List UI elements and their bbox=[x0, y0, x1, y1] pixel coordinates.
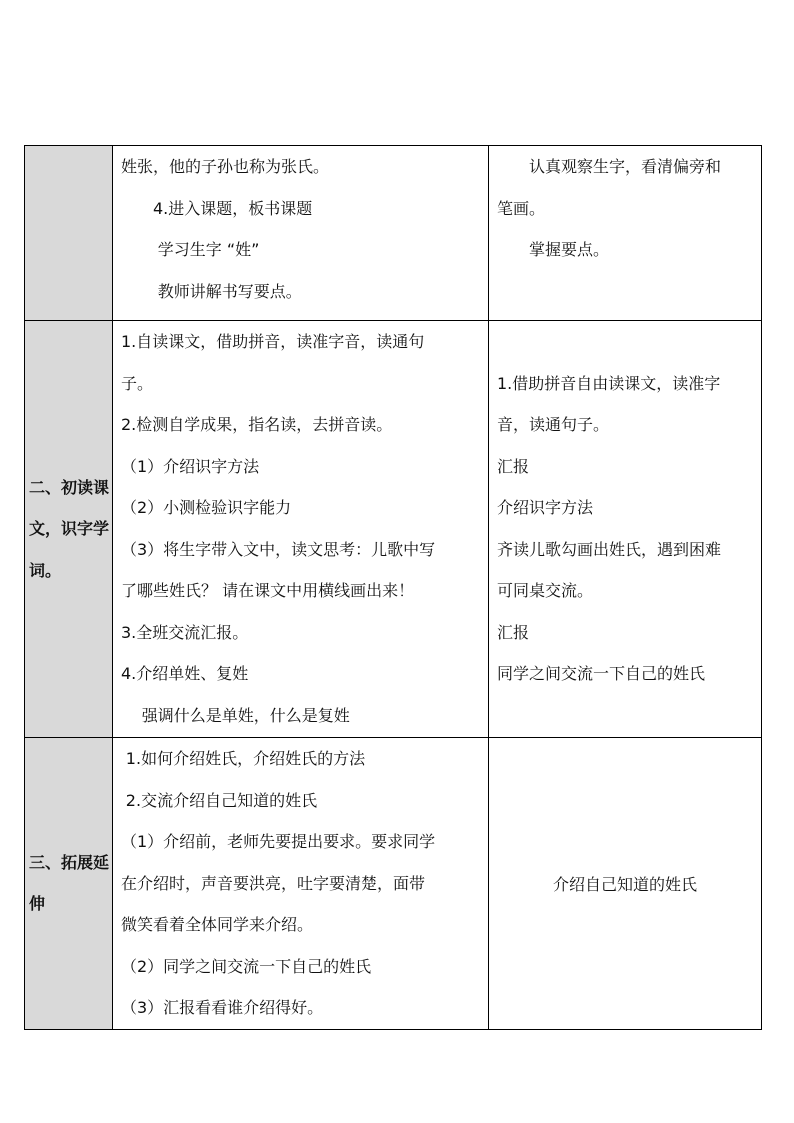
cell-line: 4.介绍单姓、复姓 bbox=[121, 664, 249, 683]
cell-line: 强调什么是单姓，什么是复姓 bbox=[141, 705, 350, 725]
student-activity-cell bbox=[489, 146, 762, 321]
cell-line: 音，读通句子。 bbox=[497, 415, 610, 434]
stage-cell: 二、初读课文，识字学词。 bbox=[25, 321, 113, 738]
cell-line: （3）汇报看看谁介绍得好。 bbox=[121, 998, 324, 1017]
cell-line: （3）将生字带入文中，读文思考：儿歌中写 bbox=[121, 539, 436, 559]
cell-line: 1.借助拼音自由读课文，读准字 bbox=[497, 373, 721, 393]
teacher-activity-cell bbox=[113, 146, 489, 321]
table-row bbox=[25, 321, 762, 738]
teacher-activity-cell bbox=[113, 738, 489, 1030]
teacher-activity-cell bbox=[113, 321, 489, 738]
cell-line: （1）介绍前，老师先要提出要求。要求同学 bbox=[121, 832, 436, 851]
lesson-plan-table bbox=[24, 145, 762, 1030]
cell-line: 认真观察生字，看清偏旁和 bbox=[529, 157, 722, 176]
stage-cell bbox=[25, 146, 113, 321]
cell-line: 微笑看着全体同学来介绍。 bbox=[121, 915, 314, 934]
cell-line: 可同桌交流。 bbox=[497, 581, 594, 600]
stage-cell: 三、拓展延伸 bbox=[25, 738, 113, 1030]
cell-line: 3.全班交流汇报。 bbox=[121, 622, 249, 642]
cell-line: 学习生字 “姓” bbox=[157, 240, 260, 259]
cell-line: 汇报 bbox=[497, 456, 530, 476]
cell-line: 2.检测自学成果，指名读，去拼音读。 bbox=[121, 415, 393, 434]
cell-line: 4.进入课题，板书课题 bbox=[153, 198, 313, 218]
cell-line: 在介绍时，声音要洪亮，吐字要清楚，面带 bbox=[121, 873, 426, 893]
cell-line: 齐读儿歌勾画出姓氏，遇到困难 bbox=[497, 539, 722, 559]
table-row bbox=[25, 738, 762, 1030]
cell-line: 笔画。 bbox=[497, 198, 546, 218]
cell-line: （2）同学之间交流一下自己的姓氏 bbox=[121, 956, 372, 976]
table-row bbox=[25, 146, 762, 321]
cell-line bbox=[489, 321, 761, 363]
cell-line: 了哪些姓氏？ 请在课文中用横线画出来！ bbox=[121, 581, 415, 600]
cell-line: 教师讲解书写要点。 bbox=[157, 281, 302, 301]
cell-line: 同学之间交流一下自己的姓氏 bbox=[497, 664, 706, 683]
cell-line: （1）介绍识字方法 bbox=[121, 456, 260, 476]
cell-line: （2）小测检验识字能力 bbox=[121, 498, 292, 517]
cell-line: 2.交流介绍自己知道的姓氏 bbox=[125, 790, 318, 810]
cell-line: 1.如何介绍姓氏，介绍姓氏的方法 bbox=[125, 749, 366, 768]
student-activity-cell bbox=[489, 321, 762, 738]
cell-line: 掌握要点。 bbox=[529, 240, 610, 259]
cell-line: 子。 bbox=[121, 373, 154, 393]
cell-line: 介绍识字方法 bbox=[497, 498, 594, 517]
student-activity-cell: 介绍自己知道的姓氏 bbox=[489, 738, 762, 1030]
cell-line: 1.自读课文，借助拼音，读准字音，读通句 bbox=[121, 332, 425, 351]
cell-line: 姓张，他的子孙也称为张氏。 bbox=[121, 157, 330, 176]
cell-line: 汇报 bbox=[497, 622, 530, 642]
